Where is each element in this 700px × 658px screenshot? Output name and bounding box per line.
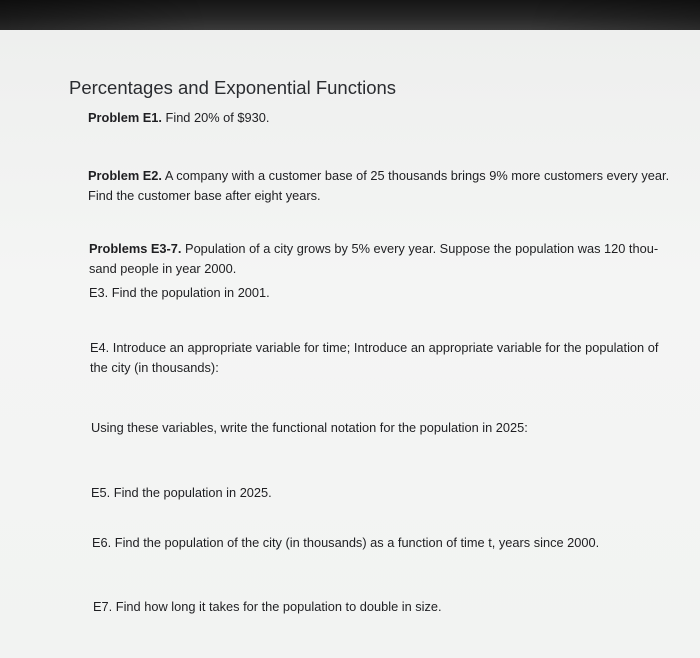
problem-e3: E3. Find the population in 2001. [89, 285, 270, 300]
worksheet-title: Percentages and Exponential Functions [69, 77, 397, 98]
problem-e2-line1 [88, 166, 669, 186]
problem-e6: E6. Find the population of the city (in thousands) as a function of time t, years since 2000. [92, 535, 600, 550]
problem-e2-text: A company with a customer base of 25 thousands brings 9% more customers every year. [164, 168, 670, 183]
problem-e1-text: Find 20% of $930. [165, 110, 270, 125]
problem-e1 [88, 108, 269, 128]
problems-e3-7-line1 [89, 239, 658, 259]
problems-e3-7-label: Problems E3-7. [89, 241, 182, 256]
problem-e1-label: Problem E1. [88, 110, 162, 125]
worksheet-page [0, 30, 700, 658]
problem-e2-label: Problem E2. [88, 168, 162, 183]
problem-e4-line1: E4. Introduce an appropriate variable for time; Introduce an appropriate variable for the population of [90, 340, 659, 355]
notation-prompt: Using these variables, write the functional notation for the population in 2025: [91, 420, 528, 435]
bezel-shadow [0, 0, 700, 30]
problem-e5: E5. Find the population in 2025. [91, 485, 272, 500]
problem-e4 [90, 338, 658, 378]
problems-e3-7-line2: sand people in year 2000. [89, 261, 237, 276]
problem-e2 [88, 166, 669, 206]
problem-e2-line2: Find the customer base after eight years. [88, 188, 321, 203]
problems-e3-7 [89, 239, 658, 303]
problem-e4-line2: the city (in thousands): [90, 360, 219, 375]
problems-e3-7-text: Population of a city grows by 5% every year. Suppose the population was 120 thou- [185, 241, 659, 256]
problem-e7: E7. Find how long it takes for the population to double in size. [93, 599, 442, 614]
